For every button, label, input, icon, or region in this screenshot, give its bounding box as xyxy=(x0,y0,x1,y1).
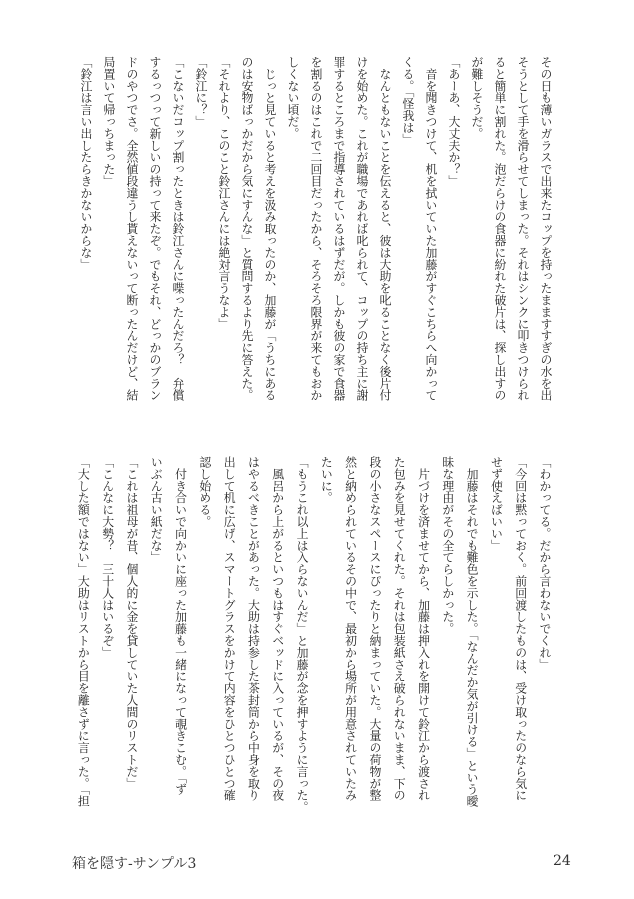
text-column: そうとして手を滑らせてしまった。それはシンクに叩きつけられ xyxy=(516,56,530,402)
text-column: 昧な理由がその全てらしかった。 xyxy=(440,456,455,635)
text-column: 「こないだコップ割ったときは鈴江さんに喋ったんだろ？ 弁償 xyxy=(171,56,185,402)
text-column: くる。「怪我は」 xyxy=(401,56,415,146)
text-column: 「わかってる。だから言わないでくれ」 xyxy=(538,456,552,671)
text-column: 片づけを済ませてから、加藤は押入れを開けて鈴江から渡され xyxy=(416,456,431,802)
text-column: 局置いて帰っちまった」 xyxy=(102,56,116,187)
text-block-bottom xyxy=(71,456,557,813)
text-column: 罪するところまで指導されているはずだが。しかも彼の家で食器 xyxy=(332,56,346,402)
text-column: 「あーあ、大丈夫か？」 xyxy=(447,56,461,187)
text-column: 「それより、このこと鈴江さんには絶対言うなよ」 xyxy=(217,56,231,330)
text-column: たいに。 xyxy=(319,456,334,504)
footer-title: 箱を隠す-サンプル3 xyxy=(72,856,197,872)
text-column: はやるべきことがあった。大助は持参した茶封筒から中身を取り xyxy=(246,456,261,802)
text-column: 然と納められているその中で、最初から場所が用意されていたみ xyxy=(343,456,358,802)
text-column: ドのやつでさ。全然値段違うし貰えないって断ったんだけど、結 xyxy=(125,56,139,402)
text-column: 認し始める。 xyxy=(197,456,212,528)
text-column: 出して机に広げ、スマートグラスをかけて内容をひとつひとつ確 xyxy=(222,456,237,802)
text-column: その日も薄いガラスで出来たコップを持ったまますすぎの水を出 xyxy=(539,56,553,402)
text-column: いぶん古い紙だな」 xyxy=(149,456,164,564)
text-column: 「大した額ではない」大助はリストから目を離さずに言った。「担 xyxy=(76,456,91,808)
text-column: じっと見ていると考えを汲み取ったのか、加藤が「うちにある xyxy=(263,56,277,402)
page-number: 24 xyxy=(553,853,571,869)
text-column: 「今回は黙っておく。前回渡したものは、受け取ったのなら気に xyxy=(513,456,528,802)
text-column: するっつって新しいの持って来たぞ。でもそれ、どっかのブラン xyxy=(148,56,162,402)
text-column: 「鈴江に？」 xyxy=(194,56,208,128)
text-column: 付き合いで向かいに座った加藤も一緒になって覗きこむ。「ず xyxy=(173,456,188,796)
text-column: 「こんなに大勢？ 三十人はいるぞ」 xyxy=(100,456,115,659)
text-column: 風呂から上がるといつもはすぐベッドに入っているが、その夜 xyxy=(270,456,285,802)
text-column: 「もうこれ以上は入らないんだ」と加藤が念を押すように言った。 xyxy=(295,456,310,813)
text-column: せず使えばいい」 xyxy=(489,456,504,552)
text-column: を割るのはこれで二回目だったから、そろそろ限界が来てもおか xyxy=(309,56,323,402)
text-column: ると簡単に割れた。泡だらけの食器に紛れた破片は、探し出すの xyxy=(493,56,507,402)
text-column: 加藤はそれでも難色を示した。「なんだか気が引ける」という曖 xyxy=(465,456,480,808)
text-column: しくない頃だ。 xyxy=(286,56,300,140)
text-column: 段の小さなスペースにぴったりと納まっていた。大量の荷物が整 xyxy=(367,456,382,802)
text-column: 「これは祖母が昔、個人的に金を貸していた人間のリストだ」 xyxy=(124,456,139,790)
text-column: けを始めた。これが職場であれば叱られて、コップの持ち主に謝 xyxy=(355,56,369,402)
text-column: なんともないことを伝えると、彼は大助を叱ることなく後片付 xyxy=(378,56,392,402)
text-block-top xyxy=(74,56,557,406)
text-column: た包みを見せてくれた。それは包装紙さえ破られないまま、下の xyxy=(392,456,407,802)
text-column: 「鈴江は言い出したらきかないからな」 xyxy=(79,56,93,271)
text-column: のは安物ばっかだから気にすんな」と質問するより先に答えた。 xyxy=(240,56,254,402)
text-column: が難しそうだ。 xyxy=(470,56,484,140)
text-column: 音を聞きつけて、机を拭いていた加藤がすぐこちらへ向かって xyxy=(424,56,438,402)
